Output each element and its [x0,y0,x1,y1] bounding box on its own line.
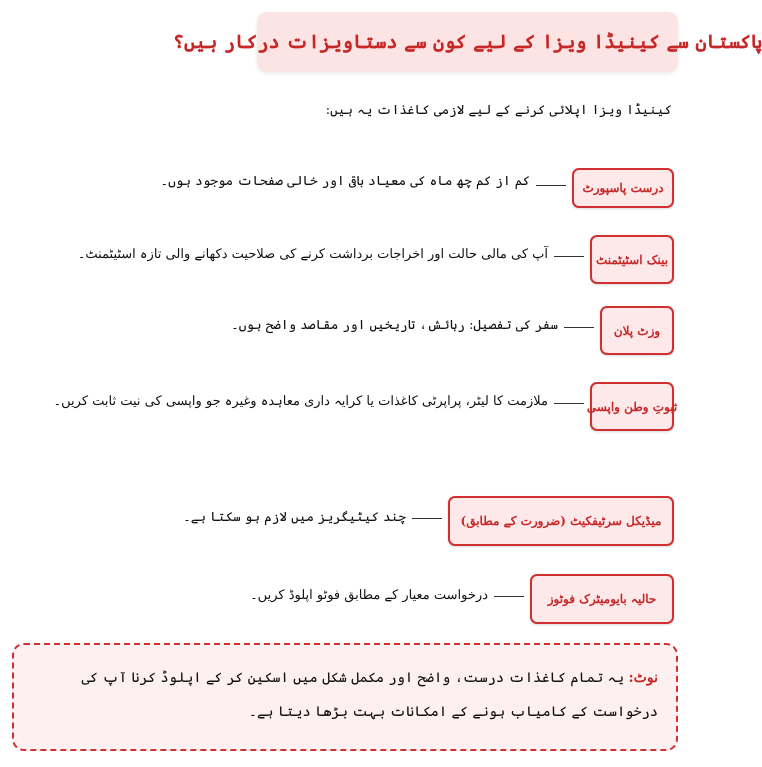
divider [536,185,566,186]
item-badge: ثبوتِ وطن واپسی [590,382,674,431]
item-badge: میڈیکل سرٹیفکیٹ (ضرورت کے مطابق) [448,496,674,546]
divider [412,518,442,519]
page-heading [172,12,762,72]
list-item [250,574,674,624]
divider [554,403,584,404]
list-item [231,306,674,355]
heading-text: پاکستان سے کینیڈا ویزا کے لیے کون سے دستاویزات درکار ہیں؟ [172,31,762,53]
note-label: نوٹ: [628,670,658,686]
item-badge: درست پاسپورٹ [572,168,674,208]
list-item [183,496,674,546]
item-text: ملازمت کا لیٹر، پراپرٹی کاغذات یا کرایہ داری معاہدہ وغیرہ جو واپسی کی نیت ثابت کریں۔ [53,394,548,409]
intro-text: کینیڈا ویزا اپلائی کرنے کے لیے لازمی کاغذات یہ ہیں: [325,103,672,118]
list-item [78,235,674,284]
item-badge: حالیہ بایومیٹرک فوٹوز [530,574,674,624]
note-paragraph [32,661,658,729]
item-text: سفر کی تفصیل: رہائش، تاریخیں اور مقاصد واضح ہوں۔ [231,318,558,333]
divider [554,256,584,257]
item-badge: بینک اسٹیٹمنٹ [590,235,674,284]
note-text: یہ تمام کاغذات درست، واضح اور مکمل شکل میں اسکین کر کے اپلوڈ کرنا آپ کی درخواست کے کامیاب ہونے کے امکانات بہت بڑھا دیتا ہے۔ [81,670,658,720]
item-text: کم از کم چھ ماہ کی معیاد باقی اور خالی صفحات موجود ہوں۔ [160,174,530,189]
item-badge: وزٹ پلان [600,306,674,355]
item-text: آپ کی مالی حالت اور اخراجات برداشت کرنے کی صلاحیت دکھانے والی تازہ اسٹیٹمنٹ۔ [77,247,548,262]
note-box [12,643,678,751]
list-item [160,168,674,208]
item-text: درخواست معیار کے مطابق فوٹو اپلوڈ کریں۔ [250,588,488,603]
list-item [40,382,678,431]
item-text: چند کیٹیگریز میں لازم ہو سکتا ہے۔ [183,510,406,525]
divider [564,327,594,328]
divider [494,596,524,597]
